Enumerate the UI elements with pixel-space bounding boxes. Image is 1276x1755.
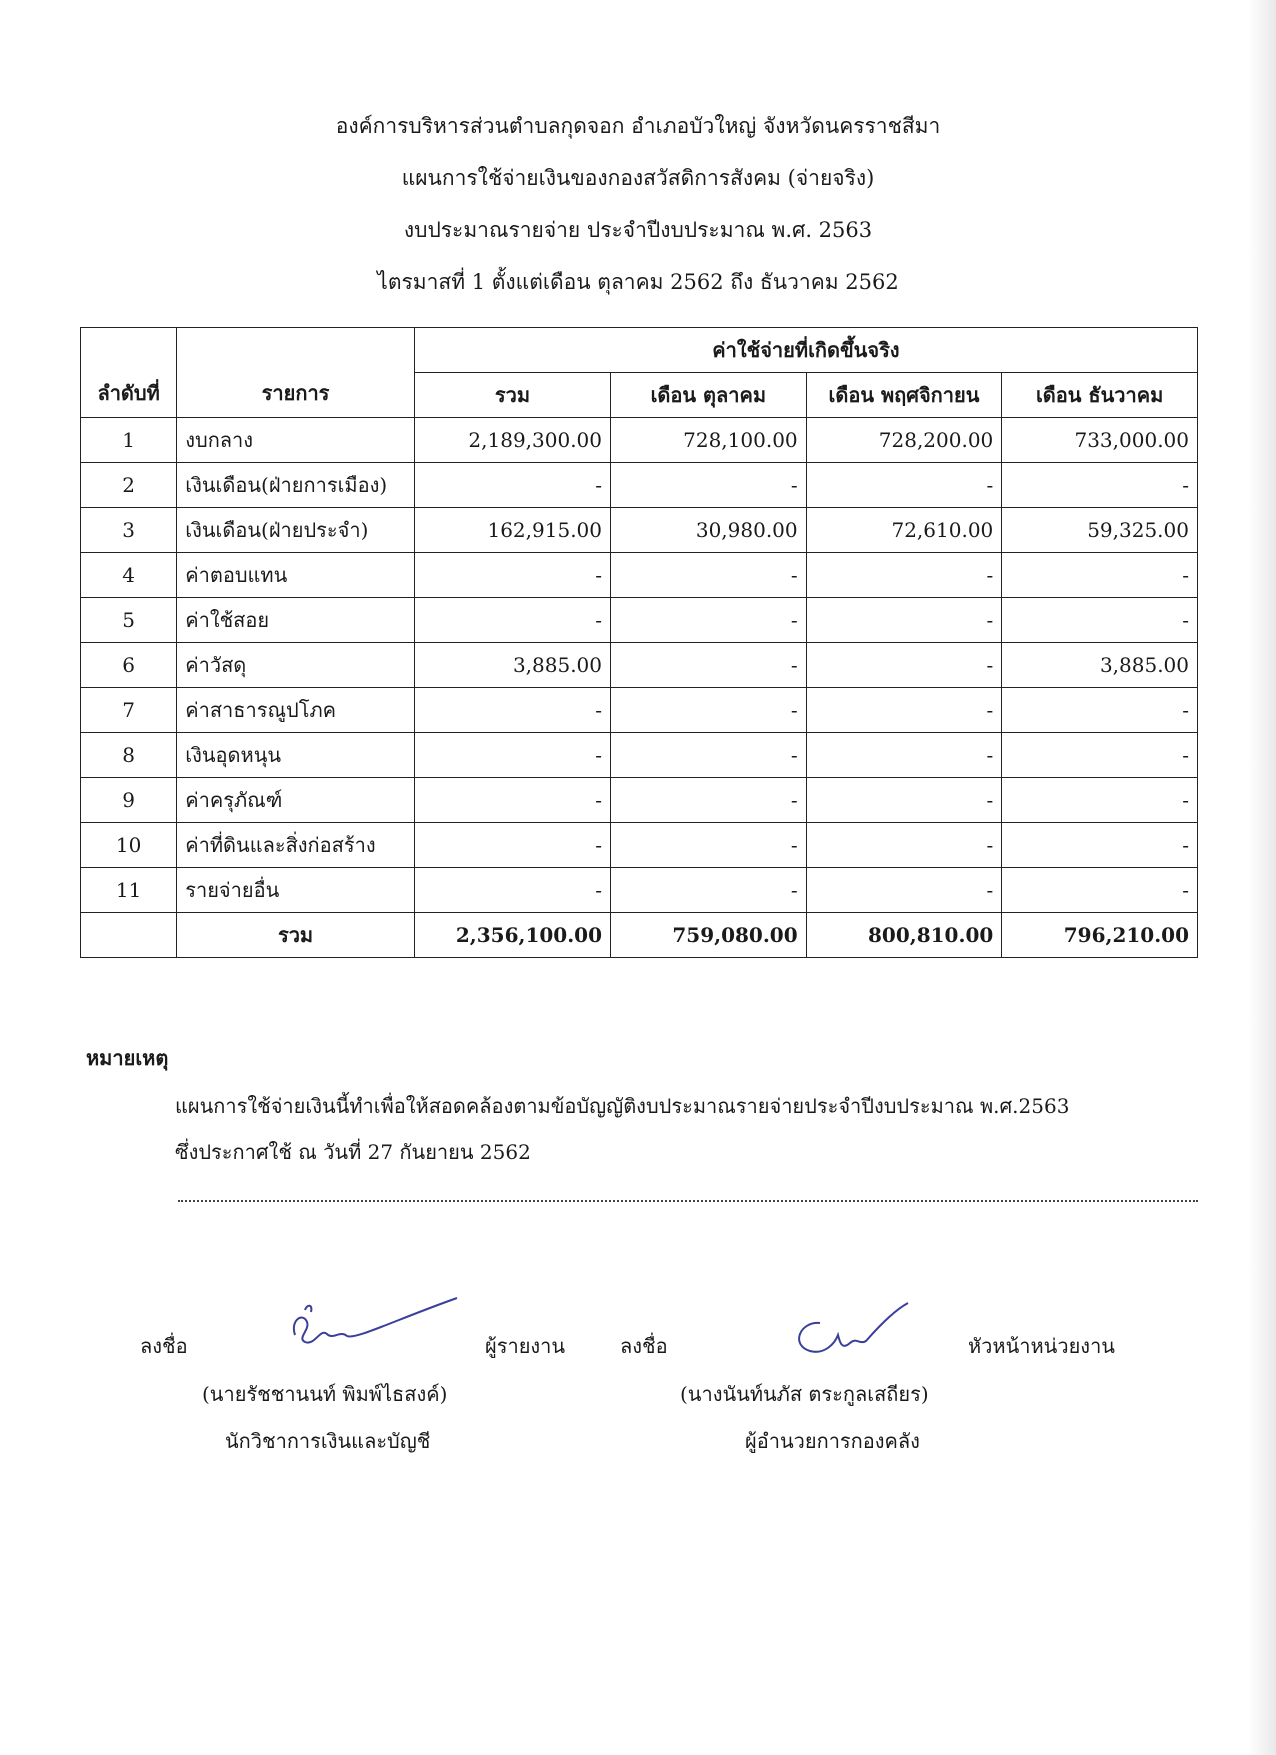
row-no: 7 — [81, 688, 177, 733]
table-row — [81, 643, 1198, 688]
row-nov: - — [806, 823, 1002, 868]
row-dec: - — [1002, 823, 1198, 868]
row-oct: 30,980.00 — [611, 508, 807, 553]
row-total: - — [414, 778, 610, 823]
header-budget-year: งบประมาณรายจ่าย ประจำปีงบประมาณ พ.ศ. 2563 — [403, 218, 873, 242]
row-oct: 728,100.00 — [611, 418, 807, 463]
row-no: 11 — [81, 868, 177, 913]
table-row — [81, 418, 1198, 463]
row-nov: 728,200.00 — [806, 418, 1002, 463]
header-november: เดือน พฤศจิกายน — [806, 373, 1002, 418]
row-no: 4 — [81, 553, 177, 598]
row-total: 2,189,300.00 — [414, 418, 610, 463]
row-oct: - — [611, 553, 807, 598]
row-dec: - — [1002, 463, 1198, 508]
row-no: 2 — [81, 463, 177, 508]
row-nov: 72,610.00 — [806, 508, 1002, 553]
row-total: - — [414, 733, 610, 778]
header-plan-title: แผนการใช้จ่ายเงินของกองสวัสดิการสังคม (จ่ายจริง) — [401, 166, 875, 190]
row-item: เงินเดือน(ฝ่ายประจำ) — [177, 508, 415, 553]
total-nov: 800,810.00 — [806, 913, 1002, 958]
total-dec: 796,210.00 — [1002, 913, 1198, 958]
row-no: 1 — [81, 418, 177, 463]
row-oct: - — [611, 463, 807, 508]
row-nov: - — [806, 643, 1002, 688]
total-label: รวม — [177, 913, 415, 958]
row-nov: - — [806, 463, 1002, 508]
right-signer-position: ผู้อำนวยการกองคลัง — [745, 1429, 920, 1453]
row-item: เงินเดือน(ฝ่ายการเมือง) — [177, 463, 415, 508]
table-row — [81, 868, 1198, 913]
document-header — [0, 100, 1276, 308]
row-total: - — [414, 553, 610, 598]
row-oct: - — [611, 598, 807, 643]
row-no: 9 — [81, 778, 177, 823]
table-row — [81, 823, 1198, 868]
row-oct: - — [611, 733, 807, 778]
header-october: เดือน ตุลาคม — [611, 373, 807, 418]
row-dec: - — [1002, 688, 1198, 733]
row-item: รายจ่ายอื่น — [177, 868, 415, 913]
left-signer-name: (นายรัชชานนท์ พิมพ์ไธสงค์) — [202, 1382, 448, 1406]
header-organization: องค์การบริหารส่วนตำบลกุดจอก อำเภอบัวใหญ่ จังหวัดนครราชสีมา — [335, 114, 941, 138]
row-total: - — [414, 823, 610, 868]
row-nov: - — [806, 688, 1002, 733]
row-item: เงินอุดหนุน — [177, 733, 415, 778]
row-no: 8 — [81, 733, 177, 778]
table-row — [81, 553, 1198, 598]
row-dec: - — [1002, 553, 1198, 598]
header-actual-expense: ค่าใช้จ่ายที่เกิดขึ้นจริง — [414, 328, 1197, 373]
table-row — [81, 598, 1198, 643]
expense-table — [80, 327, 1198, 958]
right-role-label: หัวหน้าหน่วยงาน — [968, 1334, 1115, 1358]
header-total: รวม — [414, 373, 610, 418]
total-sum: 2,356,100.00 — [414, 913, 610, 958]
row-nov: - — [806, 778, 1002, 823]
right-sign-label: ลงชื่อ — [620, 1334, 668, 1358]
notes-title: หมายเหตุ — [86, 1046, 169, 1070]
dotted-divider — [178, 1200, 1198, 1202]
row-item: ค่าสาธารณูปโภค — [177, 688, 415, 733]
table-row — [81, 688, 1198, 733]
row-oct: - — [611, 778, 807, 823]
row-item: ค่าที่ดินและสิ่งก่อสร้าง — [177, 823, 415, 868]
row-total: - — [414, 868, 610, 913]
header-quarter: ไตรมาสที่ 1 ตั้งแต่เดือน ตุลาคม 2562 ถึง ธันวาคม 2562 — [377, 270, 899, 294]
table-row — [81, 463, 1198, 508]
row-oct: - — [611, 688, 807, 733]
row-oct: - — [611, 868, 807, 913]
header-december: เดือน ธันวาคม — [1002, 373, 1198, 418]
notes-body — [175, 1083, 1069, 1175]
total-oct: 759,080.00 — [611, 913, 807, 958]
left-signature-image — [285, 1290, 465, 1360]
left-signer-position: นักวิชาการเงินและบัญชี — [225, 1429, 431, 1453]
row-dec: - — [1002, 733, 1198, 778]
row-dec: - — [1002, 598, 1198, 643]
row-item: ค่าครุภัณฑ์ — [177, 778, 415, 823]
notes-line-2: ซึ่งประกาศใช้ ณ วันที่ 27 กันยายน 2562 — [175, 1140, 531, 1164]
table-row — [81, 508, 1198, 553]
row-no: 5 — [81, 598, 177, 643]
row-item: ค่าใช้สอย — [177, 598, 415, 643]
row-dec: 3,885.00 — [1002, 643, 1198, 688]
total-row — [81, 913, 1198, 958]
row-total: - — [414, 598, 610, 643]
row-no: 10 — [81, 823, 177, 868]
row-item: ค่าวัสดุ — [177, 643, 415, 688]
row-no: 6 — [81, 643, 177, 688]
row-nov: - — [806, 733, 1002, 778]
table-row — [81, 778, 1198, 823]
total-row-no — [81, 913, 177, 958]
row-total: - — [414, 688, 610, 733]
row-item: ค่าตอบแทน — [177, 553, 415, 598]
header-no: ลำดับที่ — [81, 328, 177, 418]
left-role-label: ผู้รายงาน — [485, 1334, 566, 1358]
row-nov: - — [806, 868, 1002, 913]
row-oct: - — [611, 643, 807, 688]
right-signature-image — [780, 1295, 920, 1365]
row-oct: - — [611, 823, 807, 868]
row-item: งบกลาง — [177, 418, 415, 463]
row-dec: 733,000.00 — [1002, 418, 1198, 463]
table-row — [81, 733, 1198, 778]
header-item: รายการ — [177, 328, 415, 418]
row-nov: - — [806, 553, 1002, 598]
row-dec: - — [1002, 778, 1198, 823]
right-signer-name: (นางนันท์นภัส ตระกูลเสถียร) — [680, 1382, 929, 1406]
notes-line-1: แผนการใช้จ่ายเงินนี้ทำเพื่อให้สอดคล้องตามข้อบัญญัติงบประมาณรายจ่ายประจำปีงบประมาณ พ.ศ.2563 — [175, 1094, 1070, 1118]
left-sign-label: ลงชื่อ — [140, 1334, 188, 1358]
row-dec: 59,325.00 — [1002, 508, 1198, 553]
row-dec: - — [1002, 868, 1198, 913]
row-total: - — [414, 463, 610, 508]
row-no: 3 — [81, 508, 177, 553]
row-total: 162,915.00 — [414, 508, 610, 553]
row-nov: - — [806, 598, 1002, 643]
row-total: 3,885.00 — [414, 643, 610, 688]
